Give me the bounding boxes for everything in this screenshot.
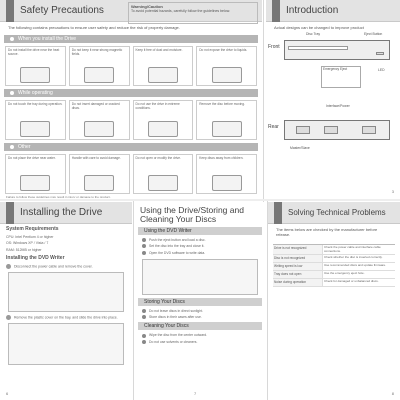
port-icon: [296, 126, 310, 134]
safety-cell: Do not open or modify the drive.: [133, 154, 194, 194]
requirements-heading: System Requirements: [6, 226, 59, 232]
page-number: 8: [391, 391, 394, 396]
callout-disc-tray: Disc Tray: [306, 32, 321, 36]
section-other: Other: [4, 143, 258, 151]
trouble-table: [273, 244, 395, 287]
illustration-icon: [84, 67, 114, 83]
safety-cell: Do not keep it near strong magnetic fields.: [69, 46, 130, 86]
list-item: Set the disc into the tray and close it.: [134, 243, 266, 249]
illustration-icon: [20, 121, 50, 137]
section-install: When you install the Drive: [4, 35, 258, 43]
illustration-icon: [20, 67, 50, 83]
section-operating: While operating: [4, 89, 258, 97]
safety-cell: Keep discs away from children.: [196, 154, 257, 194]
safety-cell: Keep it free of dust and moisture.: [133, 46, 194, 86]
safety-cell: Do not insert damaged or cracked discs.: [69, 100, 130, 140]
warning-box: [128, 2, 258, 24]
using-panel: [134, 202, 266, 400]
illustration-icon: [212, 121, 242, 137]
bullet-icon: [10, 37, 14, 41]
bullet-icon: [142, 340, 146, 344]
callout-eject: Eject Button: [364, 32, 383, 36]
step-icon: [142, 244, 146, 248]
list-item: Push the eject button and load a disc.: [134, 237, 266, 243]
illustration-icon: [84, 175, 114, 191]
port-icon: [362, 126, 376, 134]
other-grid: [0, 153, 262, 195]
requirement-item: RAM: 512MB or higher: [6, 247, 42, 252]
installing-heading: Installing the DVD Writer: [6, 255, 65, 262]
trouble-title-bar: [268, 202, 400, 224]
bullet-icon: [10, 91, 14, 95]
install-title: Installing the Drive: [20, 207, 103, 218]
safety-panel: [0, 0, 262, 198]
illustration-icon: [148, 67, 178, 83]
eject-button-icon: [376, 52, 384, 55]
list-item: Open the DVD software to write data.: [134, 250, 266, 256]
list-item: Do not leave discs in direct sunlight.: [134, 308, 266, 314]
intro-subtitle: Actual designs can be changed to improve product: [274, 25, 364, 30]
callout-interface: Interface/Power: [326, 104, 350, 108]
safety-cell: Do not place the drive near water.: [5, 154, 66, 194]
requirement-item: CPU: Intel Pentium 4 or higher: [6, 235, 54, 239]
title-tab: [274, 202, 282, 224]
step-icon: [142, 251, 146, 255]
drive-front-illustration: [284, 40, 390, 60]
trouble-panel: [268, 202, 400, 400]
disc-tray-icon: [288, 46, 348, 50]
illustration-icon: [212, 67, 242, 83]
install-title-bar: [0, 202, 132, 224]
bullet-icon: [142, 309, 146, 313]
intro-panel: [266, 0, 400, 198]
title-tab: [6, 202, 14, 224]
safety-cell: Remove the disc before moving.: [196, 100, 257, 140]
table-row: Writing speed is low Use recommended discs and update firmware.: [273, 263, 395, 271]
intro-title-bar: [266, 0, 400, 22]
requirement-item: OS: Windows XP / Vista / 7: [6, 241, 49, 246]
safety-cell: Handle with care to avoid damage.: [69, 154, 130, 194]
illustration-icon: [84, 121, 114, 137]
operating-grid: [0, 99, 262, 141]
callout-emergency-eject: Emergency Eject: [321, 66, 361, 88]
illustration-icon: [148, 121, 178, 137]
install-panel: [0, 202, 132, 400]
list-item: Store discs in their cases after use.: [134, 314, 266, 320]
safety-intro: The following contains precautions to ensure user safety and reduce the risk of property damage.: [8, 25, 180, 30]
title-tab: [6, 0, 14, 22]
storing-heading: Storing Your Discs: [138, 298, 262, 306]
safety-cell: Do not expose the drive to liquids.: [196, 46, 257, 86]
step-icon: [142, 238, 146, 242]
safety-cell: Do not use the drive in extreme conditions.: [133, 100, 194, 140]
illustration-icon: [148, 175, 178, 191]
using-illustration: [142, 259, 258, 295]
bullet-icon: [10, 145, 14, 149]
table-row: Noise during operation Check for damaged or unbalanced discs.: [273, 279, 395, 287]
list-item: Do not use solvents or cleaners.: [134, 339, 266, 345]
illustration-icon: [20, 175, 50, 191]
page-number: 6: [6, 391, 9, 396]
trouble-title: Solving Technical Problems: [288, 208, 386, 217]
install-illustration: [8, 323, 124, 365]
intro-title: Introduction: [286, 5, 339, 16]
front-label: Front: [268, 44, 280, 50]
warning-text: To avoid potential hazards, carefully follow the guidelines below.: [131, 9, 231, 14]
callout-master-slave: Master/Slave: [290, 146, 310, 150]
title-tab: [272, 0, 280, 22]
cleaning-heading: Cleaning Your Discs: [138, 322, 262, 330]
install-step: Disconnect the power cable and remove the cover.: [0, 263, 132, 270]
step-1-icon: [6, 264, 11, 269]
safety-title: Safety Precautions: [20, 5, 104, 16]
table-row: Drive is not recognized Check the power cable and interface cable connections.: [273, 245, 395, 255]
table-row: Disc is not recognized Check whether the disc is inserted correctly.: [273, 255, 395, 263]
bullet-icon: [142, 334, 146, 338]
rear-label: Rear: [268, 124, 279, 130]
install-illustration: [8, 272, 124, 312]
safety-footnote: Failure to follow these guidelines may result in injury or damage to the product.: [6, 195, 111, 198]
page-number: 3: [391, 189, 394, 194]
table-row: Tray does not open Use the emergency eject hole.: [273, 271, 395, 279]
install-step: Remove the plastic cover on the bay, and slide the drive into place.: [0, 314, 132, 321]
safety-cell: Do not touch the tray during operation.: [5, 100, 66, 140]
safety-cell: Do not install the drive near the heat source.: [5, 46, 66, 86]
using-writer-heading: Using the DVD Writer: [138, 227, 262, 235]
warning-heading: Warning/Caution: [131, 4, 163, 9]
divider-horizontal: [0, 199, 400, 201]
callout-led: LED: [378, 68, 385, 72]
port-icon: [324, 126, 338, 134]
trouble-intro: The items below are checked by the manufacturer before release.: [276, 227, 378, 237]
install-grid: [0, 45, 262, 87]
using-title: Using the Drive/Storing and Cleaning Your Discs: [140, 205, 244, 224]
list-item: Wipe the disc from the center outward.: [134, 332, 266, 338]
illustration-icon: [212, 175, 242, 191]
step-2-icon: [6, 315, 11, 320]
page-number: 7: [194, 391, 197, 396]
bullet-icon: [142, 315, 146, 319]
